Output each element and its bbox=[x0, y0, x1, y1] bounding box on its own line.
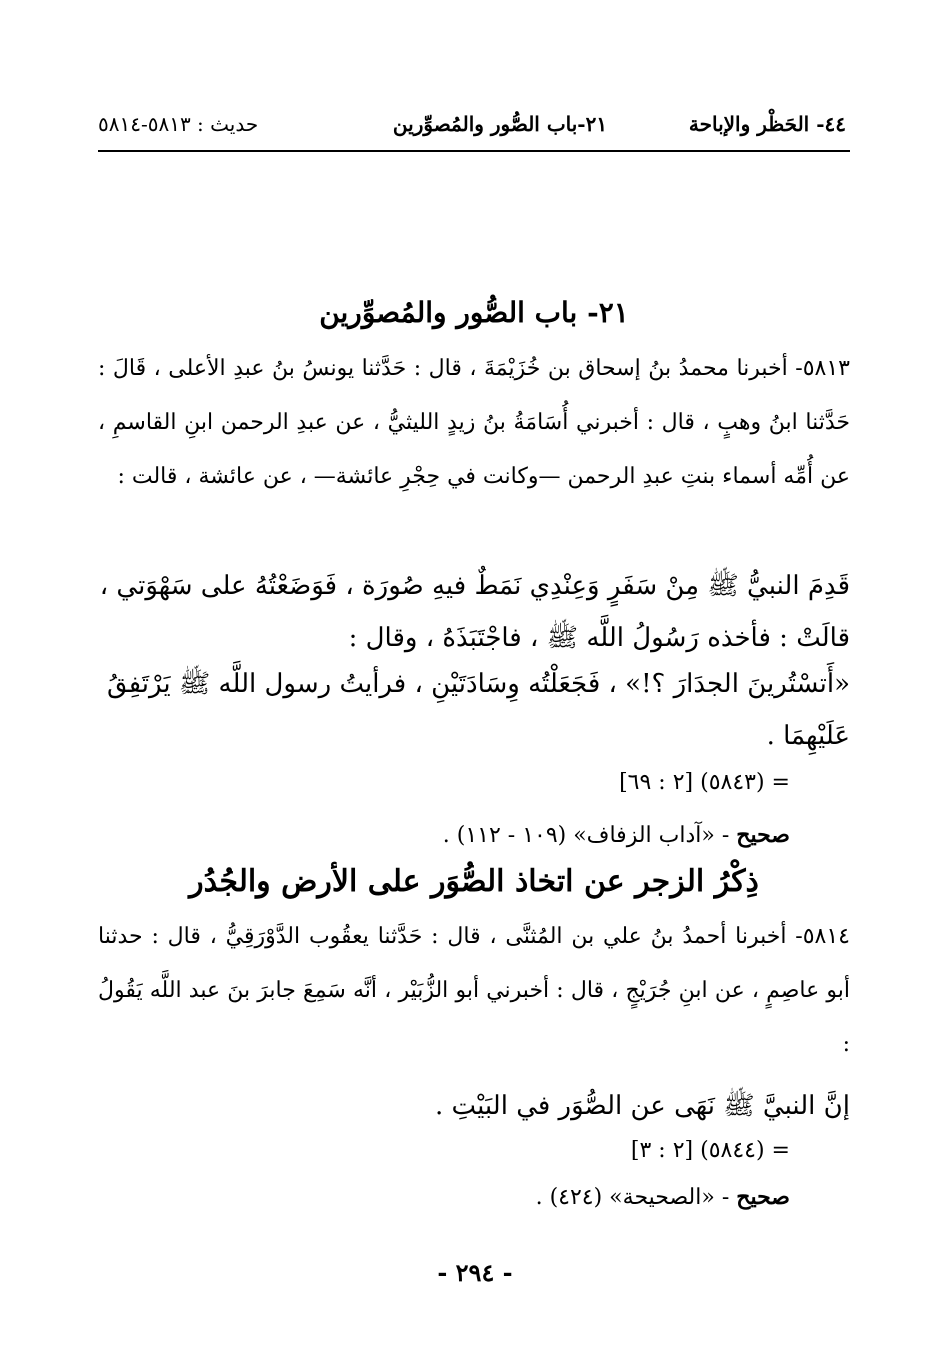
hadith-5813-matn-2: «أَتسْتُرينَ الجدَارَ ؟!» ، فَجَعَلْتُه وِسَادَتَيْنِ ، فرأيتُ رسول اللَّه ﷺ يَرْتَفِقُ عَلَيْهِمَا . bbox=[106, 669, 850, 751]
hadith-5813-matn-1: قَدِمَ النبيُّ ﷺ مِنْ سَفَرٍ وَعِنْدِي نَمَطٌ فيهِ صُورَة ، فَوَضَعْتُهُ على سَهْوَتي ، قالَتْ : فأخذه رَسُولُ اللَّه ﷺ ، فاجْتَبَذَهُ ، وقال : bbox=[99, 571, 850, 653]
running-header-section: ٢١-باب الصُّور والمُصوِّرين bbox=[392, 112, 608, 136]
hadith-5814-matn: إنَّ النبيَّ ﷺ نَهَى عن الصُّوَر في البَيْتِ . bbox=[435, 1091, 850, 1121]
section-title: ذِكْرُ الزجر عن اتخاذ الصُّوَر على الأرض والجُدُر bbox=[189, 864, 759, 899]
grading-label: صحيح bbox=[736, 822, 790, 848]
header-divider bbox=[98, 150, 850, 152]
hadith-5813-reference: = (٥٨٤٣) [٢ : ٦٩] bbox=[619, 770, 790, 795]
page-number: - ٢٩٤ - bbox=[437, 1258, 513, 1287]
hadith-5813-isnad: ٥٨١٣- أخبرنا محمدُ بنُ إسحاق بن خُزَيْمَةَ ، قال : حَدَّثنا يونسُ بنُ عبدِ الأعلى ، قَالَ : حَدَّثنا ابنُ وهبٍ ، قال : أخبرني أُسَامَةُ بنُ زيدٍ الليثيُّ ، عن عبدِ الرحمن ابنِ القاسمِ ، عن أُمِّه أسماء بنتِ عبدِ الرحمن —وكانت في حِجْرِ عائشة— ، عن عائشة ، قالت : bbox=[98, 356, 850, 489]
chapter-title: ٢١- باب الصُّور والمُصوِّرين bbox=[319, 296, 629, 329]
grading-source: - «آداب الزفاف» (١٠٩ - ١١٢) . bbox=[442, 823, 737, 848]
hadith-5814-reference: = (٥٨٤٤) [٢ : ٣] bbox=[630, 1138, 790, 1163]
grading-label: صحيح bbox=[736, 1184, 790, 1210]
grading-source: - «الصحيحة» (٤٢٤) . bbox=[535, 1185, 737, 1210]
running-header-chapter: ٤٤- الحَظْر والإباحة bbox=[688, 112, 846, 136]
hadith-5813-grading bbox=[98, 822, 850, 848]
hadith-5814-isnad: ٥٨١٤- أخبرنا أحمدُ بنُ علي بن المُثنَّى ، قال : حَدَّثنا يعقُوب الدَّوْرَقِيُّ ، قال : حدثنا أبو عاصِمٍ ، عن ابنِ جُرَيْجٍ ، قال : أخبرني أبو الزُّبَيْر ، أنَّه سَمِعَ جابرَ بنَ عبد اللَّه يَقُولُ : bbox=[98, 924, 850, 1057]
running-header-hadith-range: حديث : ٥٨١٣-٥٨١٤ bbox=[98, 112, 259, 136]
hadith-5814-grading bbox=[98, 1184, 850, 1210]
